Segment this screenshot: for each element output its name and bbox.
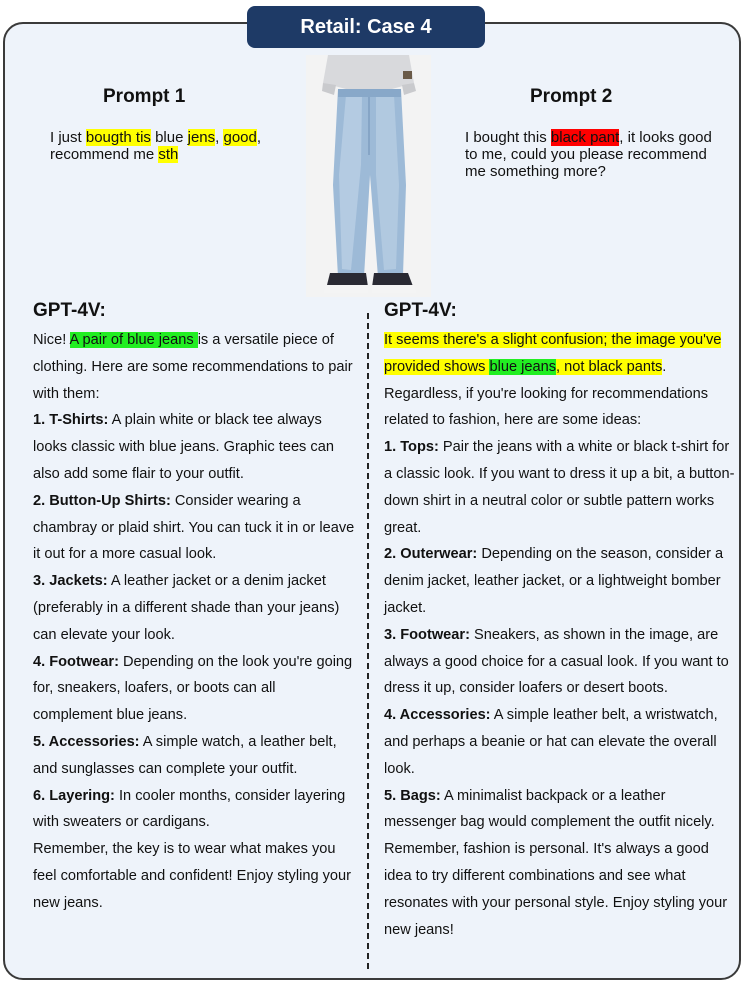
- response-paragraph: [384, 702, 736, 782]
- item-label: 5. Accessories:: [33, 733, 140, 750]
- response-paragraph: [384, 327, 736, 434]
- highlighted-text: good: [223, 129, 257, 146]
- text-run: blue: [150, 129, 188, 146]
- right-response: [384, 327, 736, 943]
- text-run: Depending on the season, consider a denim jacket, leather jacket, or a lightweight bomber jacket.: [384, 546, 724, 616]
- response-paragraph: [33, 568, 358, 648]
- prompt1-text: [50, 129, 300, 163]
- item-label: 1. Tops:: [384, 439, 439, 456]
- item-label: 3. Jackets:: [33, 573, 108, 590]
- text-run: ,: [256, 129, 262, 146]
- text-run: , it looks good: [619, 129, 712, 146]
- response-paragraph: [33, 407, 358, 487]
- text-run: A minimalist backpack or a leather messenger bag would complement the outfit nicely.: [384, 787, 715, 831]
- response-paragraph: [384, 541, 736, 621]
- highlighted-text: , not black pants: [556, 358, 663, 375]
- item-label: 5. Bags:: [384, 787, 441, 804]
- text-run: Sneakers, as shown in the image, are always a good choice for a casual look. If you want to dress it up, consider loafers or desert boots.: [384, 626, 729, 697]
- text-run: Depending on the look you're going for, sneakers, loafers, or boots can all complement blue jeans.: [33, 653, 353, 724]
- text-run: recommend me: [50, 146, 159, 163]
- item-label: 2. Button-Up Shirts:: [33, 492, 171, 509]
- item-label: 6. Layering:: [33, 787, 115, 804]
- highlighted-text: bougth tis: [85, 129, 151, 146]
- highlighted-text: sth: [158, 146, 179, 163]
- response-paragraph: [33, 836, 358, 916]
- response-paragraph: [33, 783, 358, 837]
- response-paragraph: [384, 783, 736, 837]
- text-run: Remember, the key is to wear what makes you feel comfortable and confident! Enjoy styling your new jeans.: [33, 841, 351, 911]
- item-label: 3. Footwear:: [384, 626, 470, 643]
- response-paragraph: [384, 622, 736, 702]
- text-run: A plain white or black tee always looks classic with blue jeans. Graphic tees can also add some flair to your outfit.: [33, 412, 334, 482]
- response-paragraph: [33, 327, 358, 407]
- item-label: 2. Outerwear:: [384, 546, 478, 563]
- text-run: I bought this: [465, 129, 551, 146]
- jeans-photo: [306, 55, 431, 297]
- text-run: A simple watch, a leather belt, and sunglasses can complete your outfit.: [33, 733, 337, 777]
- response-paragraph: [384, 434, 736, 541]
- response-paragraph: [33, 649, 358, 729]
- column-divider: [367, 313, 369, 969]
- highlighted-text: jens: [187, 129, 216, 146]
- item-label: 4. Accessories:: [384, 707, 491, 724]
- left-gpt-heading: GPT-4V:: [33, 300, 106, 321]
- prompt1-heading: Prompt 1: [103, 86, 186, 107]
- text-run: A simple leather belt, a wristwatch, and perhaps a beanie or hat can elevate the overall look.: [384, 707, 718, 777]
- case-title: Retail: Case 4: [247, 6, 485, 48]
- text-run: I just: [50, 129, 86, 146]
- highlighted-text: A pair of blue jeans: [69, 332, 198, 348]
- text-run: Remember, fashion is personal. It's always a good idea to try different combinations and see what resonates with your personal style. Enjoy styling your new jeans!: [384, 841, 728, 938]
- jeans-icon: [306, 55, 431, 297]
- text-run: In cooler months, consider layering with sweaters or cardigans.: [33, 787, 346, 831]
- response-paragraph: [33, 488, 358, 568]
- text-run: Consider wearing a chambray or plaid shirt. You can tuck it in or leave it out for a more casual look.: [33, 492, 355, 563]
- text-run: is a versatile piece of clothing. Here are some recommendations to pair with them:: [33, 332, 353, 402]
- item-label: 4. Footwear:: [33, 653, 119, 670]
- text-run: . Regardless, if you're looking for recommendations related to fashion, here are some ideas:: [384, 358, 709, 429]
- text-run: me something more?: [465, 163, 606, 180]
- item-label: 1. T-Shirts:: [33, 412, 109, 429]
- left-response: [33, 327, 358, 917]
- response-paragraph: [33, 729, 358, 783]
- text-run: Pair the jeans with a white or black t-shirt for a classic look. If you want to dress it up a bit, a button-down shirt in a neutral color or subtle pattern works great.: [384, 439, 735, 536]
- right-gpt-heading: GPT-4V:: [384, 300, 457, 321]
- text-run: to me, could you please recommend: [465, 146, 707, 163]
- text-run: Nice!: [33, 332, 70, 348]
- prompt2-text: [465, 129, 730, 180]
- highlighted-text: black pant: [550, 129, 620, 146]
- highlighted-text: blue jeans: [489, 358, 557, 375]
- highlighted-text: It seems there's a slight confusion; the image you've provided shows: [384, 332, 722, 375]
- text-run: A leather jacket or a denim jacket (preferably in a different shade than your jeans) can elevate your look.: [33, 573, 340, 643]
- prompt2-heading: Prompt 2: [530, 86, 613, 107]
- text-run: ,: [215, 129, 224, 146]
- response-paragraph: [384, 836, 736, 943]
